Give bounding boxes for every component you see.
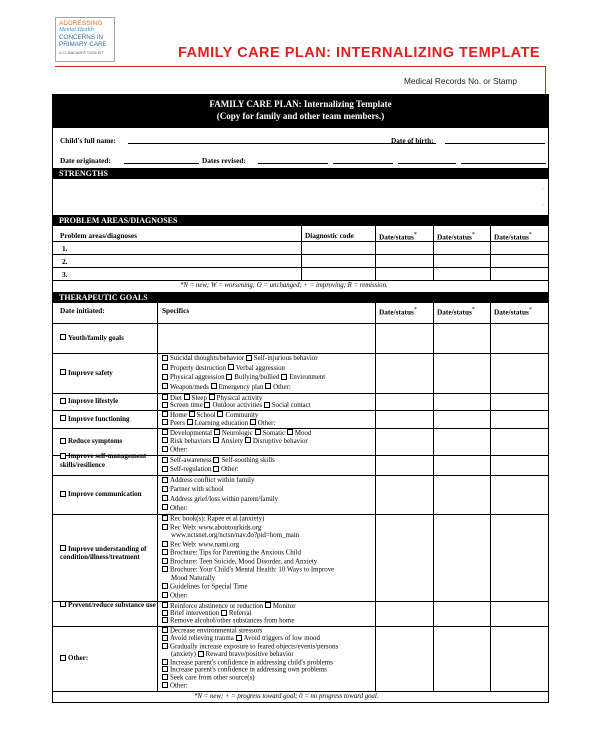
checkbox[interactable] — [226, 374, 232, 380]
dob-field[interactable] — [445, 143, 545, 144]
checkbox[interactable] — [162, 682, 168, 688]
checkbox[interactable] — [162, 486, 168, 492]
dates-revised-field-1[interactable] — [258, 163, 328, 164]
goal-specific-text: Peers Learning education Other: — [170, 419, 276, 427]
checkbox[interactable] — [162, 402, 168, 408]
goal-specific-text: Avoid relieving trauma Avoid triggers of low mood — [170, 635, 320, 643]
checkbox[interactable] — [265, 602, 271, 608]
goal-name — [60, 415, 158, 424]
checkbox[interactable] — [281, 374, 287, 380]
problems-col-1: Problem areas/diagnoses — [60, 231, 137, 240]
goal-specific-text: Brochure: Teen Suicide, Mood Disorder, and Anxiety — [170, 558, 318, 565]
checkbox[interactable] — [213, 437, 219, 443]
logo-line-3: CONCERNS IN — [59, 34, 104, 41]
checkbox[interactable] — [162, 446, 168, 452]
rule — [53, 475, 548, 476]
checkbox[interactable] — [60, 655, 66, 661]
goal-name — [60, 334, 158, 343]
checkbox[interactable] — [198, 651, 204, 657]
goal-specific-text: Screen time Outdoor activities Social contact — [170, 402, 311, 409]
goal-specific-text: Mood Naturally — [171, 574, 216, 582]
checkbox[interactable] — [162, 643, 168, 649]
goal-name-text: Improve understanding of condition/illness/treatment — [60, 544, 147, 562]
checkbox[interactable] — [245, 437, 251, 443]
goal-specific-text: Partner with school — [170, 486, 224, 494]
goal-specific-text: Brochure: Tips for Parenting the Anxious Child — [170, 549, 301, 557]
goal-specific-text: Property destruction Verbal aggression — [170, 364, 285, 372]
logo-line-1: ADDRESSING — [59, 20, 103, 27]
goal-specific-text: Home School Community — [170, 411, 259, 419]
checkbox[interactable] — [236, 635, 242, 641]
checkbox[interactable] — [162, 549, 168, 555]
form-heading: FAMILY CARE PLAN: Internalizing Template — [209, 99, 392, 109]
care-plan-form — [52, 94, 549, 703]
checkbox[interactable] — [162, 419, 168, 425]
goal-specific — [162, 354, 318, 364]
goal-name-text: Improve safety — [68, 368, 113, 377]
logo-line-4: PRIMARY CARE — [59, 41, 107, 48]
goal-name-text: Reduce symptoms — [68, 437, 123, 446]
goal-name — [60, 601, 158, 610]
checkbox[interactable] — [162, 627, 168, 633]
checkbox[interactable] — [162, 659, 168, 665]
checkbox[interactable] — [162, 583, 168, 589]
checkbox[interactable] — [60, 369, 66, 375]
goal-name-text: Other: — [68, 654, 89, 663]
checkbox[interactable] — [162, 437, 168, 443]
goal-specific-text: Guidelines for Special Time — [170, 583, 248, 591]
goals-col-3: Date/status* — [379, 307, 417, 317]
goal-specific — [162, 617, 294, 625]
problems-col-3: Date/status* — [379, 232, 417, 242]
goals-label: THERAPEUTIC GOALS — [59, 293, 148, 302]
document-title: FAMILY CARE PLAN: INTERNALIZING TEMPLATE — [178, 45, 541, 61]
form-heading-band — [53, 95, 548, 128]
goal-specific-text: Rec Web: www.nami.org — [170, 541, 240, 548]
goal-specific-text: www.nctsnet.org/nctsn/nav.do?pid=hom_main — [171, 532, 300, 539]
dates-revised-label: Dates revised: — [202, 156, 246, 165]
checkbox[interactable] — [60, 453, 66, 459]
goal-specific-text: Address conflict within family — [170, 477, 255, 484]
checkbox[interactable] — [255, 429, 261, 435]
goal-specific — [162, 682, 188, 690]
goal-specific-text: Gradually increase exposure to feared objects/events/persons — [170, 643, 339, 651]
dates-revised-field-3[interactable] — [398, 163, 456, 164]
goal-name — [60, 437, 158, 446]
checkbox[interactable] — [162, 466, 168, 472]
checkbox[interactable] — [162, 524, 168, 530]
problems-label: PROBLEM AREAS/DIAGNOSES — [59, 216, 178, 225]
goals-col-1: Date initiated: — [60, 306, 105, 315]
goal-specific-text: Address grief/loss within parent/family — [170, 495, 279, 503]
goal-specific-text: Other: — [170, 446, 188, 454]
goal-specific-text: Suicidal thoughts/behavior Self-injurious behavior — [170, 355, 318, 362]
dot-mark: . — [542, 201, 544, 207]
goals-col-2: Specifics — [162, 306, 190, 315]
goal-specific-text: Weapon/meds Emergency plan Other: — [170, 383, 291, 391]
goal-specific-text: (anxiety) Reward brave/positive behavior — [171, 651, 294, 659]
rule — [375, 226, 376, 280]
strengths-band — [53, 168, 548, 179]
rule — [433, 303, 434, 691]
checkbox[interactable] — [162, 457, 168, 463]
checkbox[interactable] — [250, 419, 256, 425]
goal-name-text: Improve self-management skills/resilience — [60, 452, 147, 469]
checkbox[interactable] — [162, 394, 168, 400]
goal-specific-text: Diet Sleep Physical activity — [170, 394, 263, 402]
goal-specific — [162, 373, 325, 383]
goal-specific — [162, 402, 311, 410]
rule — [433, 226, 434, 280]
problem-row-1: 1. — [62, 244, 68, 253]
checkbox[interactable] — [162, 674, 168, 680]
checkbox[interactable] — [213, 466, 219, 472]
checkbox[interactable] — [60, 601, 66, 607]
checkbox[interactable] — [60, 398, 66, 404]
checkbox[interactable] — [162, 617, 168, 623]
checkbox[interactable] — [221, 610, 227, 616]
dates-revised-field-4[interactable] — [461, 163, 546, 164]
checkbox[interactable] — [162, 666, 168, 672]
checkbox[interactable] — [162, 411, 168, 417]
checkbox[interactable] — [162, 515, 168, 521]
logo-line-5: A CLINICIAN'S TOOLKIT — [59, 50, 104, 55]
goal-specific — [162, 419, 275, 428]
rule — [53, 514, 548, 515]
rule — [53, 626, 548, 627]
goal-name-text: Prevent/reduce substance use — [68, 600, 156, 609]
problems-band — [53, 215, 548, 226]
goals-col-5: Date/status* — [494, 307, 532, 317]
goal-specific-text: Other: — [170, 592, 188, 599]
checkbox[interactable] — [213, 457, 219, 463]
checkbox[interactable] — [162, 558, 168, 564]
checkbox[interactable] — [184, 394, 190, 400]
dob-label: Date of birth: — [391, 136, 434, 145]
goal-specific-text: Decrease environmental stressors — [170, 627, 263, 635]
goal-specific-text: Increase parent's confidence in addressing own problems — [170, 666, 327, 674]
goal-specific — [162, 575, 215, 584]
goal-specific-text: Brochure: Your Child's Mental Health: 10 Ways to Improve — [170, 566, 335, 574]
goal-specific-text: Rec book(s): Rapee et al (anxiety) — [170, 515, 265, 523]
dates-revised-field-2[interactable] — [333, 163, 393, 164]
goal-name — [60, 490, 158, 499]
rule — [53, 323, 548, 324]
rule — [53, 691, 548, 692]
checkbox[interactable] — [162, 495, 168, 501]
goals-band — [53, 292, 548, 303]
checkbox[interactable] — [162, 635, 168, 641]
goal-name — [60, 452, 158, 469]
goal-specific — [162, 504, 188, 513]
goal-name-text: Youth/family goals — [68, 333, 124, 342]
checkbox[interactable] — [60, 415, 66, 421]
goal-specific-text: Other: — [170, 504, 188, 512]
progress-legend: *N = new; + = progress toward goal; 0 = no progress toward goal. — [194, 693, 379, 700]
goal-specific — [162, 495, 278, 504]
goal-specific-text: Self-regulation Other: — [170, 466, 239, 473]
checkbox[interactable] — [162, 504, 168, 510]
goal-specific — [162, 446, 188, 455]
checkbox[interactable] — [204, 402, 210, 408]
goal-name — [60, 369, 158, 378]
checkbox[interactable] — [60, 438, 66, 444]
checkbox[interactable] — [162, 477, 168, 483]
checkbox[interactable] — [162, 541, 168, 547]
childs-name-label: Child's full name: — [60, 136, 116, 145]
rule — [375, 303, 376, 691]
goal-name-text: Improve lifestyle — [68, 397, 119, 406]
goals-col-4: Date/status* — [437, 307, 475, 317]
stamp-divider — [545, 67, 546, 94]
goal-name — [60, 397, 158, 406]
problems-col-5: Date/status* — [494, 232, 532, 242]
checkbox[interactable] — [189, 411, 195, 417]
goal-specific-text: Developmental Neurologic Somatic Mood — [170, 429, 312, 437]
goal-specific — [162, 456, 275, 465]
goal-specific-text: Physical aggression Bullying/bullied Environment — [170, 374, 326, 381]
logo — [55, 17, 115, 62]
goal-specific — [162, 383, 291, 393]
checkbox[interactable] — [162, 374, 168, 380]
checkbox[interactable] — [287, 429, 293, 435]
rule — [53, 280, 548, 281]
problems-col-2: Diagnostic code — [305, 231, 354, 240]
checkbox[interactable] — [162, 602, 168, 608]
goal-specific-text: Self-awareness Self-soothing skills — [170, 457, 275, 464]
medical-records-label: Medical Records No. or Stamp — [404, 76, 517, 86]
problem-row-3: 3. — [62, 270, 68, 279]
goal-name — [60, 545, 158, 562]
checkbox[interactable] — [60, 545, 66, 551]
goal-specific-text: Brief intervention Referral — [170, 610, 252, 618]
checkbox[interactable] — [60, 334, 66, 340]
goal-name — [60, 654, 158, 663]
checkbox[interactable] — [162, 566, 168, 572]
date-originated-label: Date originated: — [60, 156, 111, 165]
strengths-label: STRENGTHS — [59, 169, 108, 178]
checkbox[interactable] — [162, 383, 168, 389]
title-rule — [55, 66, 546, 67]
rule — [490, 226, 491, 280]
goal-specific-text: Risk behaviors Anxiety Disruptive behavior — [170, 437, 308, 445]
goal-specific-text: Seek care from other source(s) — [170, 674, 255, 682]
goal-specific-text: Remove alcohol/other substances from home — [170, 617, 295, 625]
checkbox[interactable] — [217, 411, 223, 417]
checkbox[interactable] — [246, 355, 252, 361]
childs-name-field[interactable] — [128, 143, 436, 144]
rule — [490, 303, 491, 691]
goal-specific — [162, 485, 224, 494]
goal-specific — [162, 465, 239, 474]
rule — [53, 393, 548, 394]
goal-specific — [162, 476, 254, 485]
checkbox[interactable] — [211, 383, 217, 389]
goal-specific — [162, 532, 299, 541]
checkbox[interactable] — [209, 394, 215, 400]
goal-specific-text: Increase parent's confidence in addressing child's problems — [170, 659, 333, 666]
goal-specific — [162, 364, 285, 374]
checkbox[interactable] — [264, 402, 270, 408]
checkbox[interactable] — [162, 592, 168, 598]
goal-name-text: Improve functioning — [68, 414, 130, 423]
checkbox[interactable] — [265, 383, 271, 389]
goal-specific-text: Other: — [170, 682, 188, 690]
checkbox[interactable] — [162, 364, 168, 370]
status-legend: *N = new; W = worsening; O = unchanged; + = improving; R = remission. — [180, 282, 388, 289]
dot-mark: . — [542, 185, 544, 191]
checkbox[interactable] — [228, 364, 234, 370]
goal-specific-text: Reinforce abstinence or reduction Monitor — [170, 602, 296, 610]
goal-specific-text: Rec Web: www.aboutourkids.org — [170, 524, 262, 531]
checkbox[interactable] — [214, 429, 220, 435]
rule — [53, 410, 548, 411]
goal-specific — [162, 592, 188, 601]
checkbox[interactable] — [60, 491, 66, 497]
checkbox[interactable] — [162, 610, 168, 616]
checkbox[interactable] — [187, 419, 193, 425]
checkbox[interactable] — [162, 355, 168, 361]
goal-name-text: Improve communication — [68, 490, 142, 499]
date-originated-field[interactable] — [124, 163, 199, 164]
logo-line-2: Mental Health — [59, 27, 94, 33]
problem-row-2: 2. — [62, 257, 68, 266]
form-subheading: (Copy for family and other team members.) — [216, 111, 385, 121]
rule — [301, 226, 302, 280]
problems-col-4: Date/status* — [437, 232, 475, 242]
checkbox[interactable] — [162, 429, 168, 435]
